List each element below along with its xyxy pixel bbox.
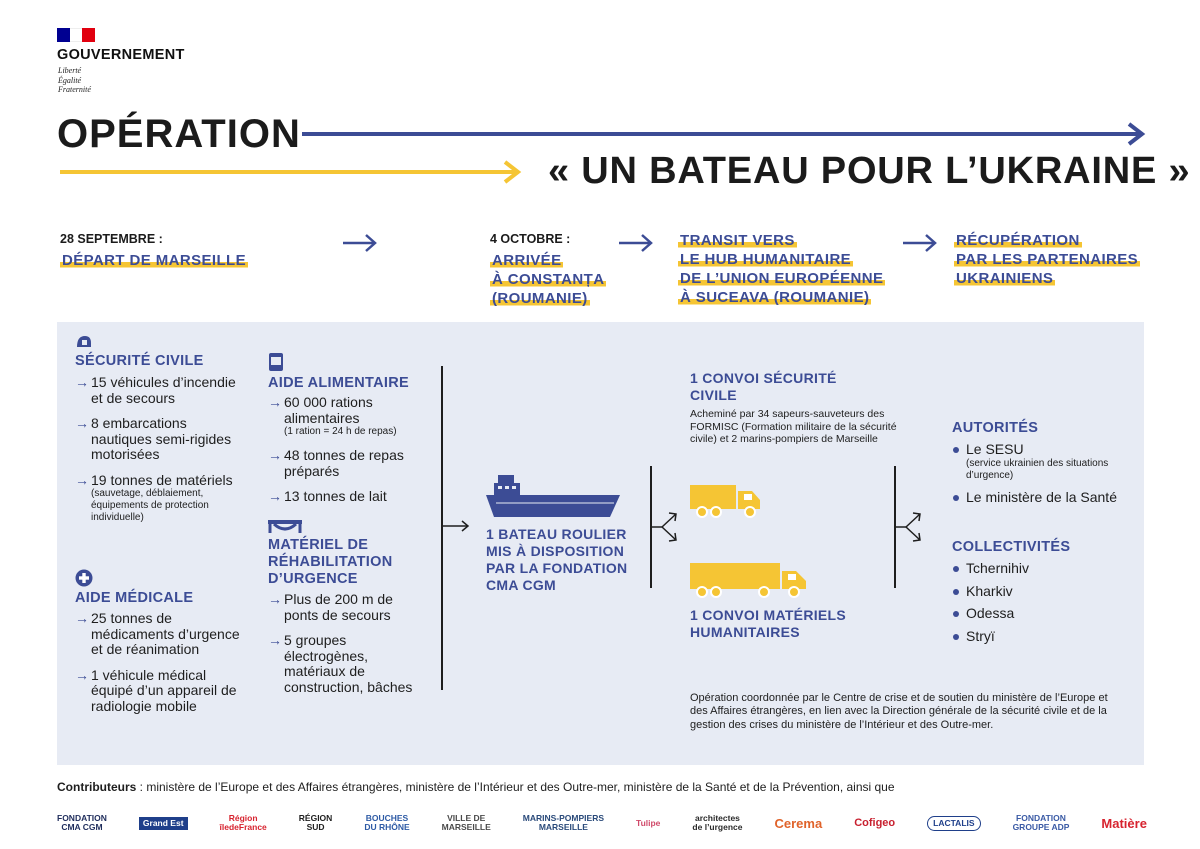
- list-item: → 15 véhicules d’incendie et de secours: [75, 375, 250, 406]
- contributors-text: Contributeurs : ministère de l’Europe et des Affaires étrangères, ministère de l’Intérieur et des Outre-mer, ministère de la Santé et de la Prévention, ainsi que: [57, 780, 895, 794]
- logo-tulipe: Tulipe: [636, 817, 661, 828]
- list-item: → 25 tonnes de médicaments d’urgence et de réanimation: [75, 611, 250, 658]
- list-item: Le ministère de la Santé: [952, 490, 1132, 506]
- aide-medicale-list: [75, 611, 250, 724]
- list-item: → Plus de 200 m de ponts de secours: [268, 592, 413, 623]
- logo-fondation-groupe-adp: FONDATION GROUPE ADP: [1012, 813, 1070, 832]
- step2-date: 4 OCTOBRE :: [490, 232, 571, 246]
- government-name: GOUVERNEMENT: [57, 47, 185, 63]
- fork-arrow-icon: [892, 466, 926, 588]
- french-flag-logo: [57, 28, 95, 42]
- step4-title: RÉCUPÉRATION PAR LES PARTENAIRES UKRAINIENS: [956, 232, 1139, 287]
- list-item: → 19 tonnes de matériels (sauvetage, déblaiement, équipements de protection individuelle): [75, 473, 250, 525]
- list-item: → 8 embarcations nautiques semi-rigides motorisées: [75, 416, 250, 463]
- convoi1-description: Acheminé par 34 sapeurs-sauveteurs des FORMISC (Formation militaire de la sécurité civile) et 2 marins-pompiers de Marseille: [690, 408, 897, 445]
- ship-title: 1 BATEAU ROULIER MIS À DISPOSITION PAR LA FONDATION CMA CGM: [486, 526, 628, 593]
- list-item: → 60 000 rations alimentaires (1 ration = 24 h de repas): [268, 395, 428, 438]
- logo-bouches-du-rhone: BOUCHES DU RHÔNE: [364, 813, 410, 832]
- truck-icon: [690, 483, 762, 519]
- timeline-arrow-icon: [618, 232, 654, 254]
- logo-ville-de-marseille: VILLE DE MARSEILLE: [441, 813, 491, 832]
- medical-cross-icon: [75, 569, 93, 587]
- list-item: → 5 groupes électrogènes, matériaux de construction, bâches: [268, 633, 413, 695]
- logo-lactalis: LACTALIS: [927, 816, 980, 831]
- autorites-title: AUTORITÉS: [952, 420, 1039, 436]
- aide-alimentaire-title: AIDE ALIMENTAIRE: [268, 375, 409, 391]
- materiel-title: MATÉRIEL DE RÉHABILITATION D’URGENCE: [268, 537, 393, 587]
- logo-architectes-de-l-urgence: architectes de l’urgence: [692, 813, 743, 832]
- materiel-list: [268, 592, 413, 705]
- convoi1-title: 1 CONVOI SÉCURITÉ CIVILE: [690, 370, 837, 403]
- timeline-arrow-icon: [342, 232, 378, 254]
- step2-title: ARRIVÉE À CONSTANȚA (ROUMANIE): [492, 252, 605, 307]
- list-item: Le SESU (service ukrainien des situations d’urgence): [952, 442, 1132, 482]
- list-item: → 48 tonnes de repas préparés: [268, 448, 428, 479]
- list-item: Odessa: [952, 606, 1122, 622]
- can-icon: [268, 352, 284, 372]
- title-arrow-yellow: [60, 160, 524, 184]
- convoi2-title: 1 CONVOI MATÉRIELS HUMANITAIRES: [690, 607, 847, 640]
- step3-title: TRANSIT VERS LE HUB HUMANITAIRE DE L’UNION EUROPÉENNE À SUCEAVA (ROUMANIE): [680, 232, 884, 306]
- logo-cofigeo: Cofigeo: [854, 816, 896, 829]
- list-item: Kharkiv: [952, 584, 1122, 600]
- logo-marins-pompiers: MARINS-POMPIERS MARSEILLE: [522, 813, 605, 832]
- step1-title: DÉPART DE MARSEILLE: [62, 252, 246, 269]
- list-item: Stryï: [952, 629, 1122, 645]
- title-line2: « UN BATEAU POUR L’UKRAINE »: [548, 150, 1191, 192]
- logo-region-sud: RÉGION SUD: [298, 813, 333, 832]
- bridge-icon: [268, 518, 302, 534]
- logo-matiere: Matière: [1101, 815, 1147, 831]
- logo-grand-est: Grand Est: [139, 817, 188, 830]
- logo-cerema: Cerema: [774, 815, 823, 831]
- securite-civile-title: SÉCURITÉ CIVILE: [75, 353, 204, 369]
- logo-region-ile-de-france: Région îledeFrance: [219, 813, 267, 832]
- arrow-right-icon: [441, 518, 471, 534]
- partner-logos: [57, 808, 1147, 838]
- helmet-icon: [75, 333, 93, 351]
- collectivites-title: COLLECTIVITÉS: [952, 539, 1071, 555]
- logo-fondation-cma-cgm: FONDATION CMA CGM: [57, 813, 107, 832]
- fork-arrow-icon: [648, 466, 682, 588]
- aide-alimentaire-list: [268, 395, 428, 515]
- autorites-list: [952, 442, 1132, 513]
- ship-icon: [486, 473, 620, 519]
- securite-civile-list: [75, 375, 250, 534]
- motto: Liberté Égalité Fraternité: [58, 66, 91, 94]
- collectivites-list: [952, 561, 1122, 651]
- truck-icon: [690, 561, 810, 599]
- coordination-text: Opération coordonnée par le Centre de crise et de soutien du ministère de l’Europe et des Affaires étrangères, en lien avec la Direction générale de la sécurité civile et de la gestion des crises du ministère de l’Intérieur et des Outre-mer.: [690, 692, 1108, 731]
- step1-date: 28 SEPTEMBRE :: [60, 232, 163, 246]
- list-item: → 1 véhicule médical équipé d’un appareil de radiologie mobile: [75, 668, 250, 715]
- title-line1: OPÉRATION: [57, 112, 301, 156]
- timeline-arrow-icon: [902, 232, 938, 254]
- title-arrow-navy: [302, 122, 1148, 146]
- list-item: Tchernihiv: [952, 561, 1122, 577]
- aide-medicale-title: AIDE MÉDICALE: [75, 590, 194, 606]
- list-item: → 13 tonnes de lait: [268, 489, 428, 505]
